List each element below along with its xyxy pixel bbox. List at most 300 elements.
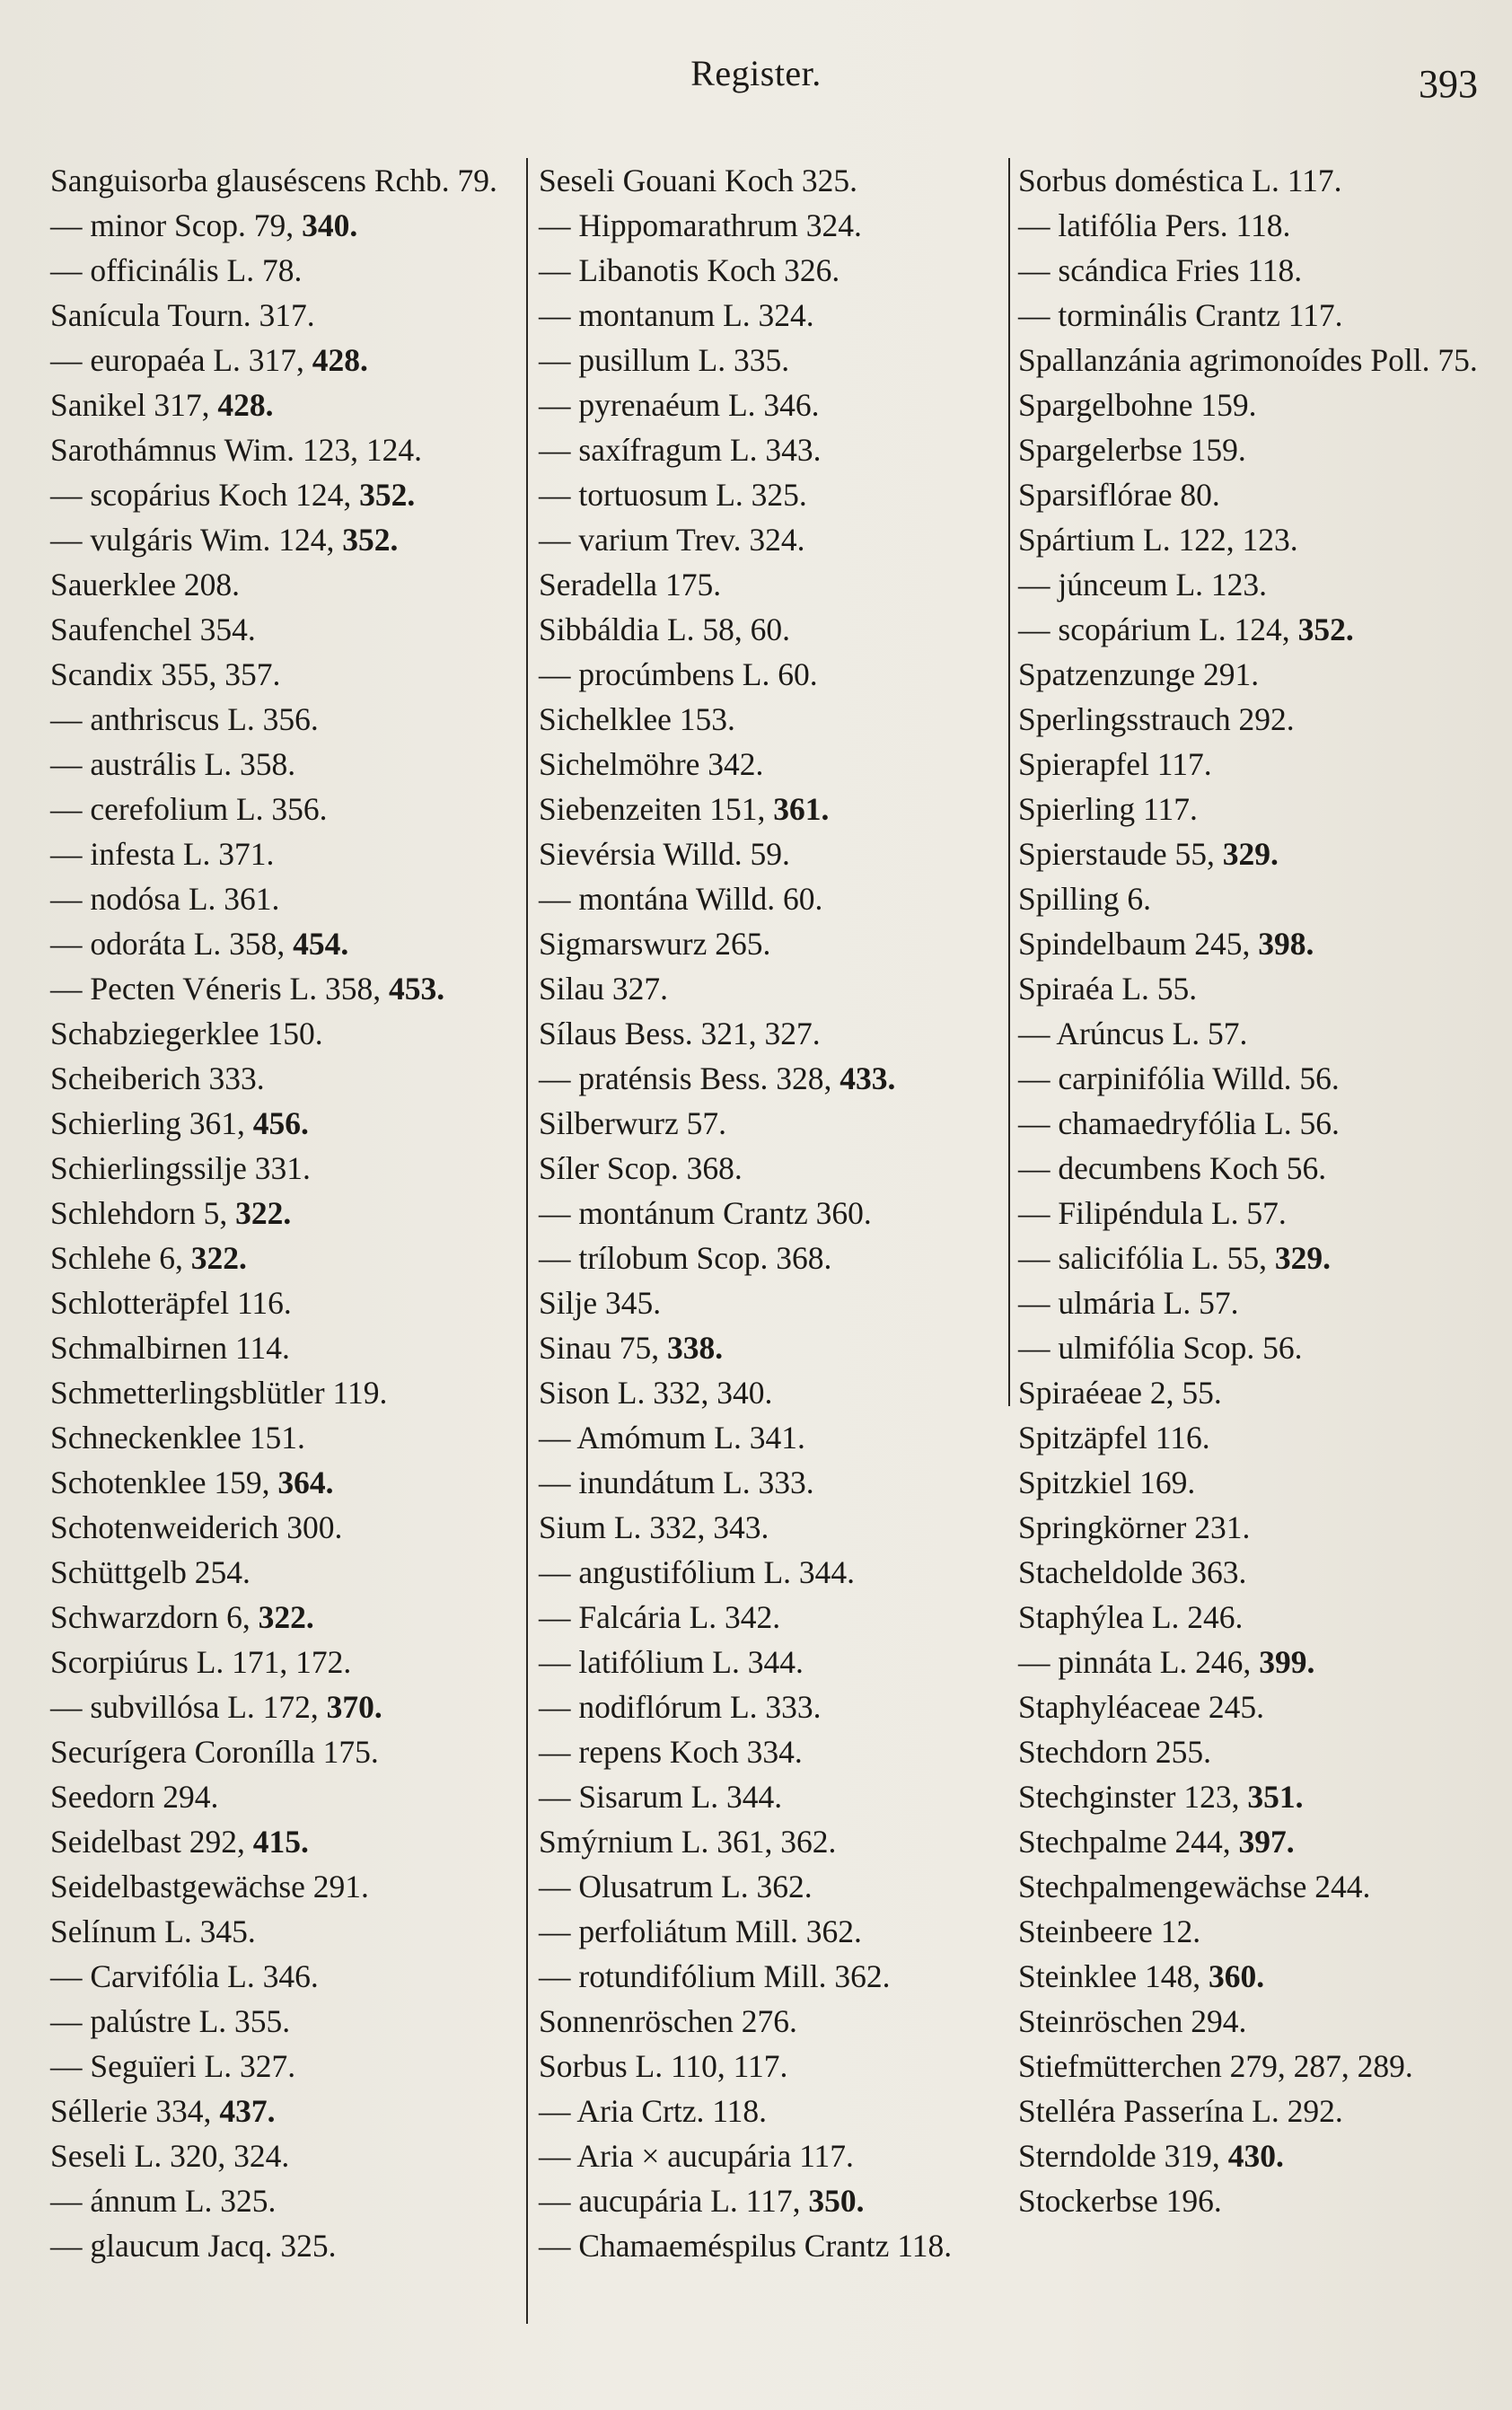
entry-bold-page: 322. <box>258 1599 314 1635</box>
entry-text: — procúmbens L. 60. <box>539 656 818 692</box>
column-rule-right <box>1008 158 1010 1406</box>
entry-text: Sichelmöhre 342. <box>539 746 764 782</box>
entry-text: — Pecten Véneris L. 358, <box>50 971 389 1007</box>
entry-bold-page: 352. <box>1297 611 1354 647</box>
entry-text: — nodósa L. 361. <box>50 881 280 917</box>
index-entry <box>1018 831 1485 876</box>
entry-text: Schwarzdorn 6, <box>50 1599 259 1635</box>
entry-text: Sperlingsstrauch 292. <box>1018 701 1295 737</box>
entry-text: Staphyléaceae 245. <box>1018 1689 1265 1725</box>
index-entry <box>50 1460 517 1505</box>
entry-bold-page: 350. <box>808 2183 865 2219</box>
entry-text: — vulgáris Wim. 124, <box>50 522 343 558</box>
entry-text: — carpinifólia Willd. 56. <box>1018 1060 1340 1096</box>
index-entry <box>1018 1864 1485 1909</box>
entry-bold-page: 352. <box>342 522 399 558</box>
index-entry <box>539 2133 1006 2178</box>
entry-text: Sinau 75, <box>539 1330 667 1366</box>
entry-text: Spallanzánia agrimonoídes Poll. 75. <box>1018 342 1478 378</box>
entry-text: Sonnenröschen 276. <box>539 2003 797 2039</box>
entry-text: Stockerbse 196. <box>1018 2183 1222 2219</box>
entry-bold-page: 428. <box>312 342 368 378</box>
entry-text: Smýrnium L. 361, 362. <box>539 1824 837 1860</box>
entry-text: — Arúncus L. 57. <box>1018 1016 1248 1051</box>
entry-text: — scándica Fries 118. <box>1018 252 1303 288</box>
entry-text: Springkörner 231. <box>1018 1509 1251 1545</box>
index-entry <box>1018 921 1485 966</box>
entry-text: Seseli L. 320, 324. <box>50 2138 290 2174</box>
index-entry <box>50 607 517 652</box>
entry-text: — varium Trev. 324. <box>539 522 805 558</box>
index-entry <box>50 2178 517 2223</box>
index-entry <box>50 203 517 248</box>
index-entry <box>1018 383 1485 427</box>
entry-bold-page: 322. <box>235 1195 292 1231</box>
entry-text: Spargelerbse 159. <box>1018 432 1246 468</box>
entry-bold-page: 352. <box>359 477 416 513</box>
entry-text: Steinbeere 12. <box>1018 1913 1201 1949</box>
entry-text: Sison L. 332, 340. <box>539 1375 773 1411</box>
entry-text: — pusillum L. 335. <box>539 342 790 378</box>
index-entry <box>1018 517 1485 562</box>
entry-text: Schierlingssilje 331. <box>50 1150 311 1186</box>
index-entry <box>1018 1011 1485 1056</box>
index-entry <box>539 2178 1006 2223</box>
running-title: Register. <box>690 53 822 93</box>
index-entry <box>50 1236 517 1280</box>
index-entry <box>50 966 517 1011</box>
index-entry <box>539 158 1006 203</box>
entry-text: Spitzäpfel 116. <box>1018 1420 1210 1456</box>
index-entry <box>50 1101 517 1146</box>
entry-text: Schierling 361, <box>50 1105 253 1141</box>
entry-text: Stelléra Passerína L. 292. <box>1018 2093 1343 2129</box>
entry-text: — austrális L. 358. <box>50 746 296 782</box>
entry-text: — chamaedryfólia L. 56. <box>1018 1105 1340 1141</box>
index-entry <box>1018 966 1485 1011</box>
index-entry <box>50 472 517 517</box>
index-entry <box>539 293 1006 338</box>
entry-text: Selínum L. 345. <box>50 1913 256 1949</box>
index-entry <box>50 1191 517 1236</box>
index-entry <box>539 1460 1006 1505</box>
entry-bold-page: 399. <box>1259 1644 1315 1680</box>
index-entry <box>539 1684 1006 1729</box>
entry-text: Spindelbaum 245, <box>1018 926 1259 962</box>
entry-text: Spitzkiel 169. <box>1018 1464 1196 1500</box>
index-entry <box>1018 1774 1485 1819</box>
entry-text: Spargelbohne 159. <box>1018 387 1257 423</box>
index-entry <box>50 1505 517 1550</box>
entry-text: Sílaus Bess. 321, 327. <box>539 1016 821 1051</box>
index-entry <box>50 2223 517 2268</box>
index-entry <box>539 1325 1006 1370</box>
index-entry <box>1018 472 1485 517</box>
entry-bold-page: 454. <box>293 926 349 962</box>
index-entry <box>1018 1280 1485 1325</box>
entry-text: — ulmária L. 57. <box>1018 1285 1239 1321</box>
index-entry <box>1018 1101 1485 1146</box>
index-entry <box>50 1684 517 1729</box>
entry-text: — Aria × aucupária 117. <box>539 2138 854 2174</box>
index-entry <box>539 652 1006 697</box>
entry-text: Steinröschen 294. <box>1018 2003 1247 2039</box>
entry-text: — glaucum Jacq. 325. <box>50 2228 337 2264</box>
entry-text: Schlotteräpfel 116. <box>50 1285 292 1321</box>
page-number: 393 <box>1419 62 1478 106</box>
index-entry <box>50 562 517 607</box>
entry-text: — scopárium L. 124, <box>1018 611 1298 647</box>
index-entry <box>50 1640 517 1684</box>
entry-text: — Falcária L. 342. <box>539 1599 781 1635</box>
index-entry <box>1018 697 1485 742</box>
entry-text: Schabziegerklee 150. <box>50 1016 323 1051</box>
index-entry <box>539 383 1006 427</box>
entry-text: Schmalbirnen 114. <box>50 1330 290 1366</box>
index-entry <box>1018 203 1485 248</box>
index-entry <box>1018 1370 1485 1415</box>
index-entry <box>539 1954 1006 1999</box>
index-entry <box>1018 1595 1485 1640</box>
index-entry <box>539 248 1006 293</box>
entry-text: — palústre L. 355. <box>50 2003 291 2039</box>
entry-text: — officinális L. 78. <box>50 252 303 288</box>
index-entry <box>50 1595 517 1640</box>
entry-text: Sanguisorba glauséscens Rchb. 79. <box>50 163 497 198</box>
entry-text: — praténsis Bess. 328, <box>539 1060 840 1096</box>
index-entry <box>50 1909 517 1954</box>
entry-text: Saufenchel 354. <box>50 611 256 647</box>
entry-text: — ulmifólia Scop. 56. <box>1018 1330 1303 1366</box>
entry-text: Securígera Coronílla 175. <box>50 1734 379 1770</box>
index-entry <box>1018 1684 1485 1729</box>
entry-text: Silau 327. <box>539 971 668 1007</box>
entry-text: Schotenklee 159, <box>50 1464 278 1500</box>
entry-bold-page: 322. <box>190 1240 247 1276</box>
index-entry <box>539 2044 1006 2089</box>
entry-text: Spártium L. 122, 123. <box>1018 522 1298 558</box>
index-entry <box>539 1370 1006 1415</box>
entry-bold-page: 397. <box>1238 1824 1295 1860</box>
index-entry <box>539 427 1006 472</box>
index-entry <box>539 1999 1006 2044</box>
entry-text: Stiefmütterchen 279, 287, 289. <box>1018 2048 1413 2084</box>
index-entry <box>50 697 517 742</box>
entry-text: — decumbens Koch 56. <box>1018 1150 1327 1186</box>
entry-text: Schmetterlingsblütler 119. <box>50 1375 388 1411</box>
entry-text: — europaéa L. 317, <box>50 342 312 378</box>
entry-text: — latifólia Pers. 118. <box>1018 207 1291 243</box>
index-entry <box>1018 338 1485 383</box>
index-entry <box>539 562 1006 607</box>
index-entry <box>1018 1819 1485 1864</box>
index-entry <box>50 876 517 921</box>
index-entry <box>50 1325 517 1370</box>
index-entry <box>50 248 517 293</box>
index-entry <box>539 1056 1006 1101</box>
entry-text: Sichelklee 153. <box>539 701 735 737</box>
index-entry <box>1018 607 1485 652</box>
entry-text: Seidelbastgewächse 291. <box>50 1869 369 1904</box>
entry-text: Spatzenzunge 291. <box>1018 656 1260 692</box>
entry-text: — subvillósa L. 172, <box>50 1689 327 1725</box>
index-entry <box>50 1819 517 1864</box>
entry-text: Siebenzeiten 151, <box>539 791 774 827</box>
index-entry <box>539 1774 1006 1819</box>
entry-text: — Olusatrum L. 362. <box>539 1869 813 1904</box>
entry-text: — angustifólium L. 344. <box>539 1554 856 1590</box>
entry-text: — pyrenaéum L. 346. <box>539 387 820 423</box>
index-entry <box>50 1954 517 1999</box>
entry-text: — Filipéndula L. 57. <box>1018 1195 1287 1231</box>
entry-text: — nodiflórum L. 333. <box>539 1689 822 1725</box>
index-entry <box>1018 248 1485 293</box>
entry-text: Spierapfel 117. <box>1018 746 1212 782</box>
entry-text: Scandix 355, 357. <box>50 656 281 692</box>
entry-bold-page: 329. <box>1222 836 1279 872</box>
index-entry <box>50 2133 517 2178</box>
entry-text: Sterndolde 319, <box>1018 2138 1228 2174</box>
entry-text: Seseli Gouani Koch 325. <box>539 163 857 198</box>
index-entry <box>1018 1236 1485 1280</box>
entry-text: — infesta L. 371. <box>50 836 275 872</box>
entry-text: Síler Scop. 368. <box>539 1150 743 1186</box>
index-entry <box>539 1146 1006 1191</box>
entry-text: — Hippomarathrum 324. <box>539 207 862 243</box>
entry-text: Spiraéeae 2, 55. <box>1018 1375 1222 1411</box>
entry-text: — saxífragum L. 343. <box>539 432 822 468</box>
entry-text: Sibbáldia L. 58, 60. <box>539 611 791 647</box>
index-entry <box>1018 1325 1485 1370</box>
entry-text: — Libanotis Koch 326. <box>539 252 840 288</box>
index-entry <box>539 607 1006 652</box>
index-entry <box>539 517 1006 562</box>
entry-text: — tortuosum L. 325. <box>539 477 807 513</box>
entry-text: Spilling 6. <box>1018 881 1151 917</box>
entry-text: Sarothámnus Wim. 123, 124. <box>50 432 423 468</box>
entry-text: Stechginster 123, <box>1018 1779 1248 1815</box>
entry-text: Sorbus L. 110, 117. <box>539 2048 788 2084</box>
index-entry <box>50 1056 517 1101</box>
entry-text: — minor Scop. 79, <box>50 207 303 243</box>
index-entry <box>539 472 1006 517</box>
entry-bold-page: 433. <box>840 1060 896 1096</box>
entry-text: Sievérsia Willd. 59. <box>539 836 790 872</box>
index-entry <box>50 158 517 203</box>
entry-text: — Carvifólia L. 346. <box>50 1958 319 1994</box>
entry-text: — Aria Crtz. 118. <box>539 2093 768 2129</box>
entry-text: — scopárius Koch 124, <box>50 477 360 513</box>
index-entry <box>539 338 1006 383</box>
index-entry <box>50 1415 517 1460</box>
index-entry <box>1018 1729 1485 1774</box>
index-entry <box>1018 1191 1485 1236</box>
index-entry <box>1018 742 1485 787</box>
entry-text: Schotenweiderich 300. <box>50 1509 343 1545</box>
index-entry <box>539 203 1006 248</box>
entry-text: Silje 345. <box>539 1285 662 1321</box>
index-entry <box>50 652 517 697</box>
entry-bold-page: 338. <box>667 1330 724 1366</box>
entry-text: — inundátum L. 333. <box>539 1464 814 1500</box>
index-entry <box>539 1864 1006 1909</box>
entry-text: — perfoliátum Mill. 362. <box>539 1913 862 1949</box>
index-entry <box>539 921 1006 966</box>
entry-bold-page: 364. <box>277 1464 334 1500</box>
index-entry <box>1018 1954 1485 1999</box>
index-entry <box>1018 562 1485 607</box>
entry-bold-page: 329. <box>1274 1240 1332 1276</box>
entry-text: Sium L. 332, 343. <box>539 1509 769 1545</box>
index-entry <box>50 1550 517 1595</box>
index-entry <box>50 831 517 876</box>
index-entry <box>50 1011 517 1056</box>
entry-bold-page: 361. <box>773 791 830 827</box>
index-entry <box>539 1011 1006 1056</box>
entry-text: Sorbus doméstica L. 117. <box>1018 163 1342 198</box>
entry-bold-page: 428. <box>217 387 274 423</box>
entry-text: Sauerklee 208. <box>50 567 240 602</box>
entry-text: Spierstaude 55, <box>1018 836 1223 872</box>
entry-text: — Sisarum L. 344. <box>539 1779 783 1815</box>
index-entry <box>1018 787 1485 831</box>
index-entry <box>539 1595 1006 1640</box>
entry-text: Schneckenklee 151. <box>50 1420 305 1456</box>
entry-text: Seedorn 294. <box>50 1779 219 1815</box>
index-entry <box>1018 1146 1485 1191</box>
entry-bold-page: 430. <box>1227 2138 1284 2174</box>
index-entry <box>50 427 517 472</box>
entry-text: Sanikel 317, <box>50 387 218 423</box>
index-entry <box>50 517 517 562</box>
index-entry <box>50 742 517 787</box>
index-entry <box>50 1146 517 1191</box>
entry-text: Spiraéa L. 55. <box>1018 971 1198 1007</box>
entry-text: Stechdorn 255. <box>1018 1734 1211 1770</box>
entry-text: — trílobum Scop. 368. <box>539 1240 832 1276</box>
index-entry <box>1018 1999 1485 2044</box>
entry-text: Séllerie 334, <box>50 2093 220 2129</box>
entry-text: Sparsiflórae 80. <box>1018 477 1220 513</box>
index-entry <box>1018 1460 1485 1505</box>
index-entry <box>539 742 1006 787</box>
entry-text: — repens Koch 334. <box>539 1734 803 1770</box>
entry-text: — rotundifólium Mill. 362. <box>539 1958 891 1994</box>
index-entry <box>50 1729 517 1774</box>
entry-text: Spierling 117. <box>1018 791 1198 827</box>
index-entry <box>539 2089 1006 2133</box>
entry-text: Sigmarswurz 265. <box>539 926 771 962</box>
index-entry <box>1018 427 1485 472</box>
entry-text: — Amómum L. 341. <box>539 1420 805 1456</box>
entry-text: — ánnum L. 325. <box>50 2183 277 2219</box>
index-entry <box>50 1999 517 2044</box>
index-entry <box>539 1819 1006 1864</box>
index-entry <box>1018 158 1485 203</box>
entry-text: Schüttgelb 254. <box>50 1554 251 1590</box>
index-entry <box>539 1909 1006 1954</box>
column-rule-left <box>526 158 528 2324</box>
entry-bold-page: 340. <box>302 207 358 243</box>
index-entry <box>539 1101 1006 1146</box>
entry-bold-page: 437. <box>219 2093 276 2129</box>
entry-text: — aucupária L. 117, <box>539 2183 809 2219</box>
index-entry <box>1018 1056 1485 1101</box>
index-entry <box>539 1505 1006 1550</box>
index-entry <box>50 293 517 338</box>
entry-bold-page: 351. <box>1247 1779 1304 1815</box>
entry-bold-page: 415. <box>252 1824 309 1860</box>
entry-text: — torminális Crantz 117. <box>1018 297 1343 333</box>
index-entry <box>539 1280 1006 1325</box>
entry-text: Sanícula Tourn. 317. <box>50 297 315 333</box>
index-entry <box>539 966 1006 1011</box>
entry-text: Seidelbast 292, <box>50 1824 253 1860</box>
entry-text: — Chamaeméspilus Crantz 118. <box>539 2228 953 2264</box>
entry-text: — salicifólia L. 55, <box>1018 1240 1275 1276</box>
index-entry <box>50 338 517 383</box>
index-column-3 <box>1018 158 1485 2223</box>
entry-text: — cerefolium L. 356. <box>50 791 328 827</box>
index-entry <box>539 1236 1006 1280</box>
index-entry <box>50 921 517 966</box>
index-entry <box>1018 2089 1485 2133</box>
index-entry <box>1018 1550 1485 1595</box>
index-entry <box>50 787 517 831</box>
index-entry <box>539 787 1006 831</box>
index-entry <box>50 383 517 427</box>
entry-text: Scorpiúrus L. 171, 172. <box>50 1644 352 1680</box>
entry-text: — odoráta L. 358, <box>50 926 294 962</box>
index-entry <box>1018 876 1485 921</box>
entry-text: Stechpalmengewächse 244. <box>1018 1869 1371 1904</box>
index-entry <box>1018 2178 1485 2223</box>
index-entry <box>50 1370 517 1415</box>
index-entry <box>50 2089 517 2133</box>
index-entry <box>539 1729 1006 1774</box>
index-entry <box>50 1280 517 1325</box>
index-entry <box>1018 2133 1485 2178</box>
index-column-2 <box>539 158 1006 2268</box>
index-entry <box>539 1550 1006 1595</box>
index-entry <box>1018 1505 1485 1550</box>
index-entry <box>50 1774 517 1819</box>
entry-text: Seradella 175. <box>539 567 722 602</box>
entry-text: Schlehe 6, <box>50 1240 191 1276</box>
entry-bold-page: 453. <box>388 971 445 1007</box>
index-entry <box>50 1864 517 1909</box>
entry-text: Staphýlea L. 246. <box>1018 1599 1244 1635</box>
entry-text: — montánum Crantz 360. <box>539 1195 872 1231</box>
entry-text: Steinklee 148, <box>1018 1958 1209 1994</box>
entry-bold-page: 456. <box>252 1105 309 1141</box>
entry-bold-page: 370. <box>326 1689 382 1725</box>
entry-text: — latifólium L. 344. <box>539 1644 804 1680</box>
index-entry <box>1018 1415 1485 1460</box>
index-entry <box>539 697 1006 742</box>
index-entry <box>539 1415 1006 1460</box>
entry-text: — Seguïeri L. 327. <box>50 2048 296 2084</box>
index-entry <box>1018 1640 1485 1684</box>
index-entry <box>539 1191 1006 1236</box>
index-entry <box>1018 1909 1485 1954</box>
entry-text: — pinnáta L. 246, <box>1018 1644 1260 1680</box>
entry-text: — montanum L. 324. <box>539 297 814 333</box>
entry-text: Schlehdorn 5, <box>50 1195 236 1231</box>
entry-text: — anthriscus L. 356. <box>50 701 319 737</box>
entry-bold-page: 360. <box>1208 1958 1265 1994</box>
index-entry <box>539 1640 1006 1684</box>
